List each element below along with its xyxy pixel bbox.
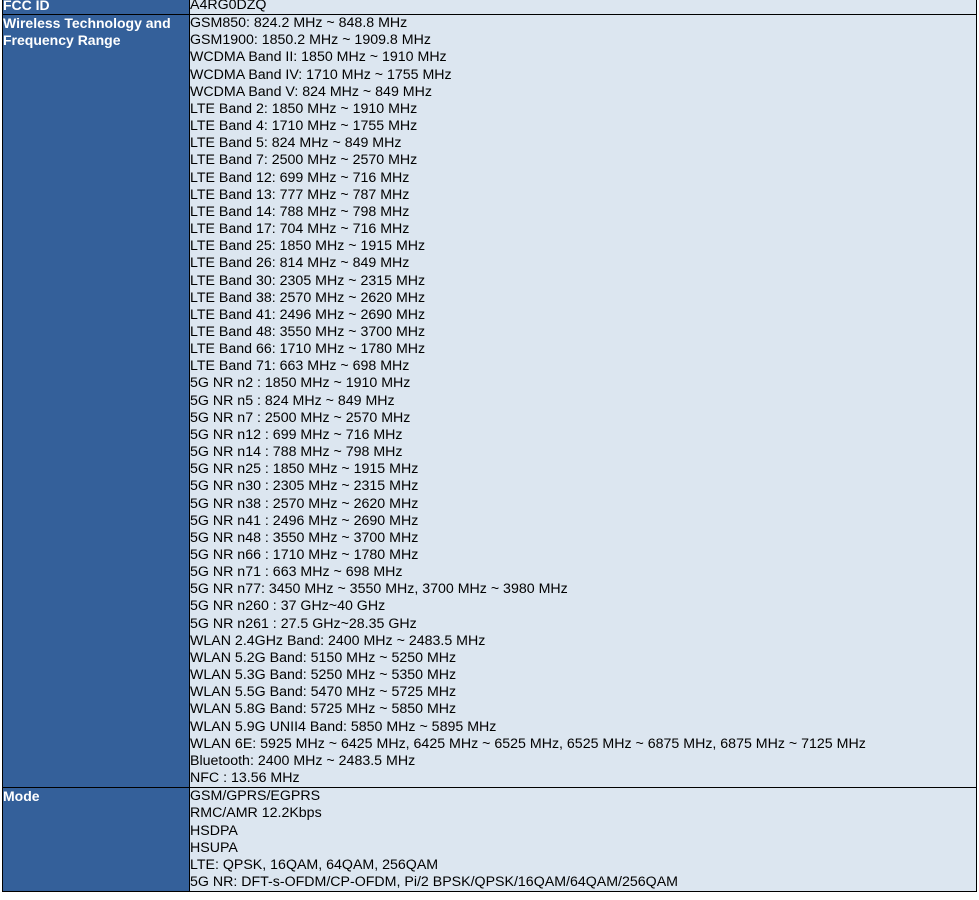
mode-item: RMC/AMR 12.2Kbps: [190, 805, 322, 822]
frequency-range-item: LTE Band 14: 788 MHz ~ 798 MHz: [190, 203, 410, 220]
frequency-range-item: 5G NR n14 : 788 MHz ~ 798 MHz: [190, 444, 403, 461]
mode-label-cell: [3, 788, 190, 892]
frequency-range-item: LTE Band 2: 1850 MHz ~ 1910 MHz: [190, 100, 418, 117]
frequency-range-item: 5G NR n7 : 2500 MHz ~ 2570 MHz: [190, 409, 411, 426]
frequency-range-item: WLAN 5.3G Band: 5250 MHz ~ 5350 MHz: [190, 667, 457, 684]
spec-table: [2, 0, 977, 892]
frequency-range-item: 5G NR n38 : 2570 MHz ~ 2620 MHz: [190, 495, 419, 512]
fcc-id-label-cell: [3, 0, 190, 15]
frequency-values-cell: [190, 15, 977, 788]
frequency-range-item: 5G NR n41 : 2496 MHz ~ 2690 MHz: [190, 512, 419, 529]
frequency-range-item: 5G NR n261 : 27.5 GHz~28.35 GHz: [190, 615, 417, 632]
table-row-mode: [3, 788, 977, 892]
mode-values-cell: [190, 788, 977, 892]
frequency-range-item: LTE Band 5: 824 MHz ~ 849 MHz: [190, 135, 402, 152]
fcc-id-label: FCC ID: [3, 0, 50, 13]
frequency-range-item: WCDMA Band II: 1850 MHz ~ 1910 MHz: [190, 49, 447, 66]
frequency-range-item: LTE Band 4: 1710 MHz ~ 1755 MHz: [190, 118, 418, 135]
mode-item: LTE: QPSK, 16QAM, 64QAM, 256QAM: [190, 856, 439, 873]
frequency-range-item: LTE Band 26: 814 MHz ~ 849 MHz: [190, 255, 410, 272]
frequency-range-item: 5G NR n12 : 699 MHz ~ 716 MHz: [190, 426, 403, 443]
frequency-range-item: LTE Band 25: 1850 MHz ~ 1915 MHz: [190, 238, 426, 255]
frequency-range-item: WLAN 5.8G Band: 5725 MHz ~ 5850 MHz: [190, 701, 457, 718]
frequency-range-item: NFC : 13.56 MHz: [190, 770, 300, 787]
frequency-range-item: 5G NR n25 : 1850 MHz ~ 1915 MHz: [190, 461, 419, 478]
frequency-range-item: LTE Band 66: 1710 MHz ~ 1780 MHz: [190, 341, 426, 358]
frequency-range-item: WCDMA Band IV: 1710 MHz ~ 1755 MHz: [190, 66, 452, 83]
mode-item: HSDPA: [190, 822, 238, 839]
frequency-range-item: WLAN 5.2G Band: 5150 MHz ~ 5250 MHz: [190, 649, 457, 666]
frequency-range-item: WLAN 2.4GHz Band: 2400 MHz ~ 2483.5 MHz: [190, 632, 486, 649]
frequency-range-item: LTE Band 30: 2305 MHz ~ 2315 MHz: [190, 272, 426, 289]
mode-item: GSM/GPRS/EGPRS: [190, 788, 321, 805]
frequency-range-item: WCDMA Band V: 824 MHz ~ 849 MHz: [190, 83, 432, 100]
mode-item: HSUPA: [190, 839, 238, 856]
table-row-fcc-id: [3, 0, 977, 15]
frequency-range-item: GSM1900: 1850.2 MHz ~ 1909.8 MHz: [190, 32, 431, 49]
frequency-range-item: WLAN 5.5G Band: 5470 MHz ~ 5725 MHz: [190, 684, 457, 701]
frequency-range-item: LTE Band 12: 699 MHz ~ 716 MHz: [190, 169, 410, 186]
frequency-range-item: LTE Band 41: 2496 MHz ~ 2690 MHz: [190, 306, 426, 323]
frequency-range-item: WLAN 5.9G UNII4 Band: 5850 MHz ~ 5895 MHz: [190, 718, 497, 735]
frequency-range-item: 5G NR n71 : 663 MHz ~ 698 MHz: [190, 564, 403, 581]
fcc-id-value: A4RG0DZQ: [190, 0, 267, 13]
frequency-range-item: 5G NR n260 : 37 GHz~40 GHz: [190, 598, 386, 615]
frequency-range-item: 5G NR n77: 3450 MHz ~ 3550 MHz, 3700 MHz ~ 3980 MHz: [190, 581, 568, 598]
frequency-range-item: LTE Band 38: 2570 MHz ~ 2620 MHz: [190, 289, 426, 306]
frequency-range-item: 5G NR n2 : 1850 MHz ~ 1910 MHz: [190, 375, 411, 392]
frequency-range-item: 5G NR n30 : 2305 MHz ~ 2315 MHz: [190, 478, 419, 495]
frequency-range-item: WLAN 6E: 5925 MHz ~ 6425 MHz, 6425 MHz ~ 6525 MHz, 6525 MHz ~ 6875 MHz, 6875 MHz ~ 7125 MHz: [190, 735, 866, 752]
frequency-range-item: LTE Band 7: 2500 MHz ~ 2570 MHz: [190, 152, 418, 169]
frequency-range-item: 5G NR n5 : 824 MHz ~ 849 MHz: [190, 392, 395, 409]
frequency-label: Wireless Technology and Frequency Range: [3, 15, 171, 49]
fcc-id-value-cell: [190, 0, 977, 15]
frequency-range-item: 5G NR n48 : 3550 MHz ~ 3700 MHz: [190, 529, 419, 546]
frequency-range-item: LTE Band 17: 704 MHz ~ 716 MHz: [190, 221, 410, 238]
frequency-range-item: LTE Band 13: 777 MHz ~ 787 MHz: [190, 186, 410, 203]
mode-item: 5G NR: DFT-s-OFDM/CP-OFDM, Pi/2 BPSK/QPSK/16QAM/64QAM/256QAM: [190, 873, 678, 890]
mode-label: Mode: [3, 788, 40, 805]
frequency-range-item: LTE Band 71: 663 MHz ~ 698 MHz: [190, 358, 410, 375]
frequency-range-item: Bluetooth: 2400 MHz ~ 2483.5 MHz: [190, 752, 416, 769]
frequency-range-item: 5G NR n66 : 1710 MHz ~ 1780 MHz: [190, 547, 419, 563]
table-row-frequency: [3, 15, 977, 788]
frequency-label-cell: [3, 15, 190, 788]
frequency-range-item: LTE Band 48: 3550 MHz ~ 3700 MHz: [190, 323, 426, 340]
frequency-range-item: GSM850: 824.2 MHz ~ 848.8 MHz: [190, 15, 408, 32]
